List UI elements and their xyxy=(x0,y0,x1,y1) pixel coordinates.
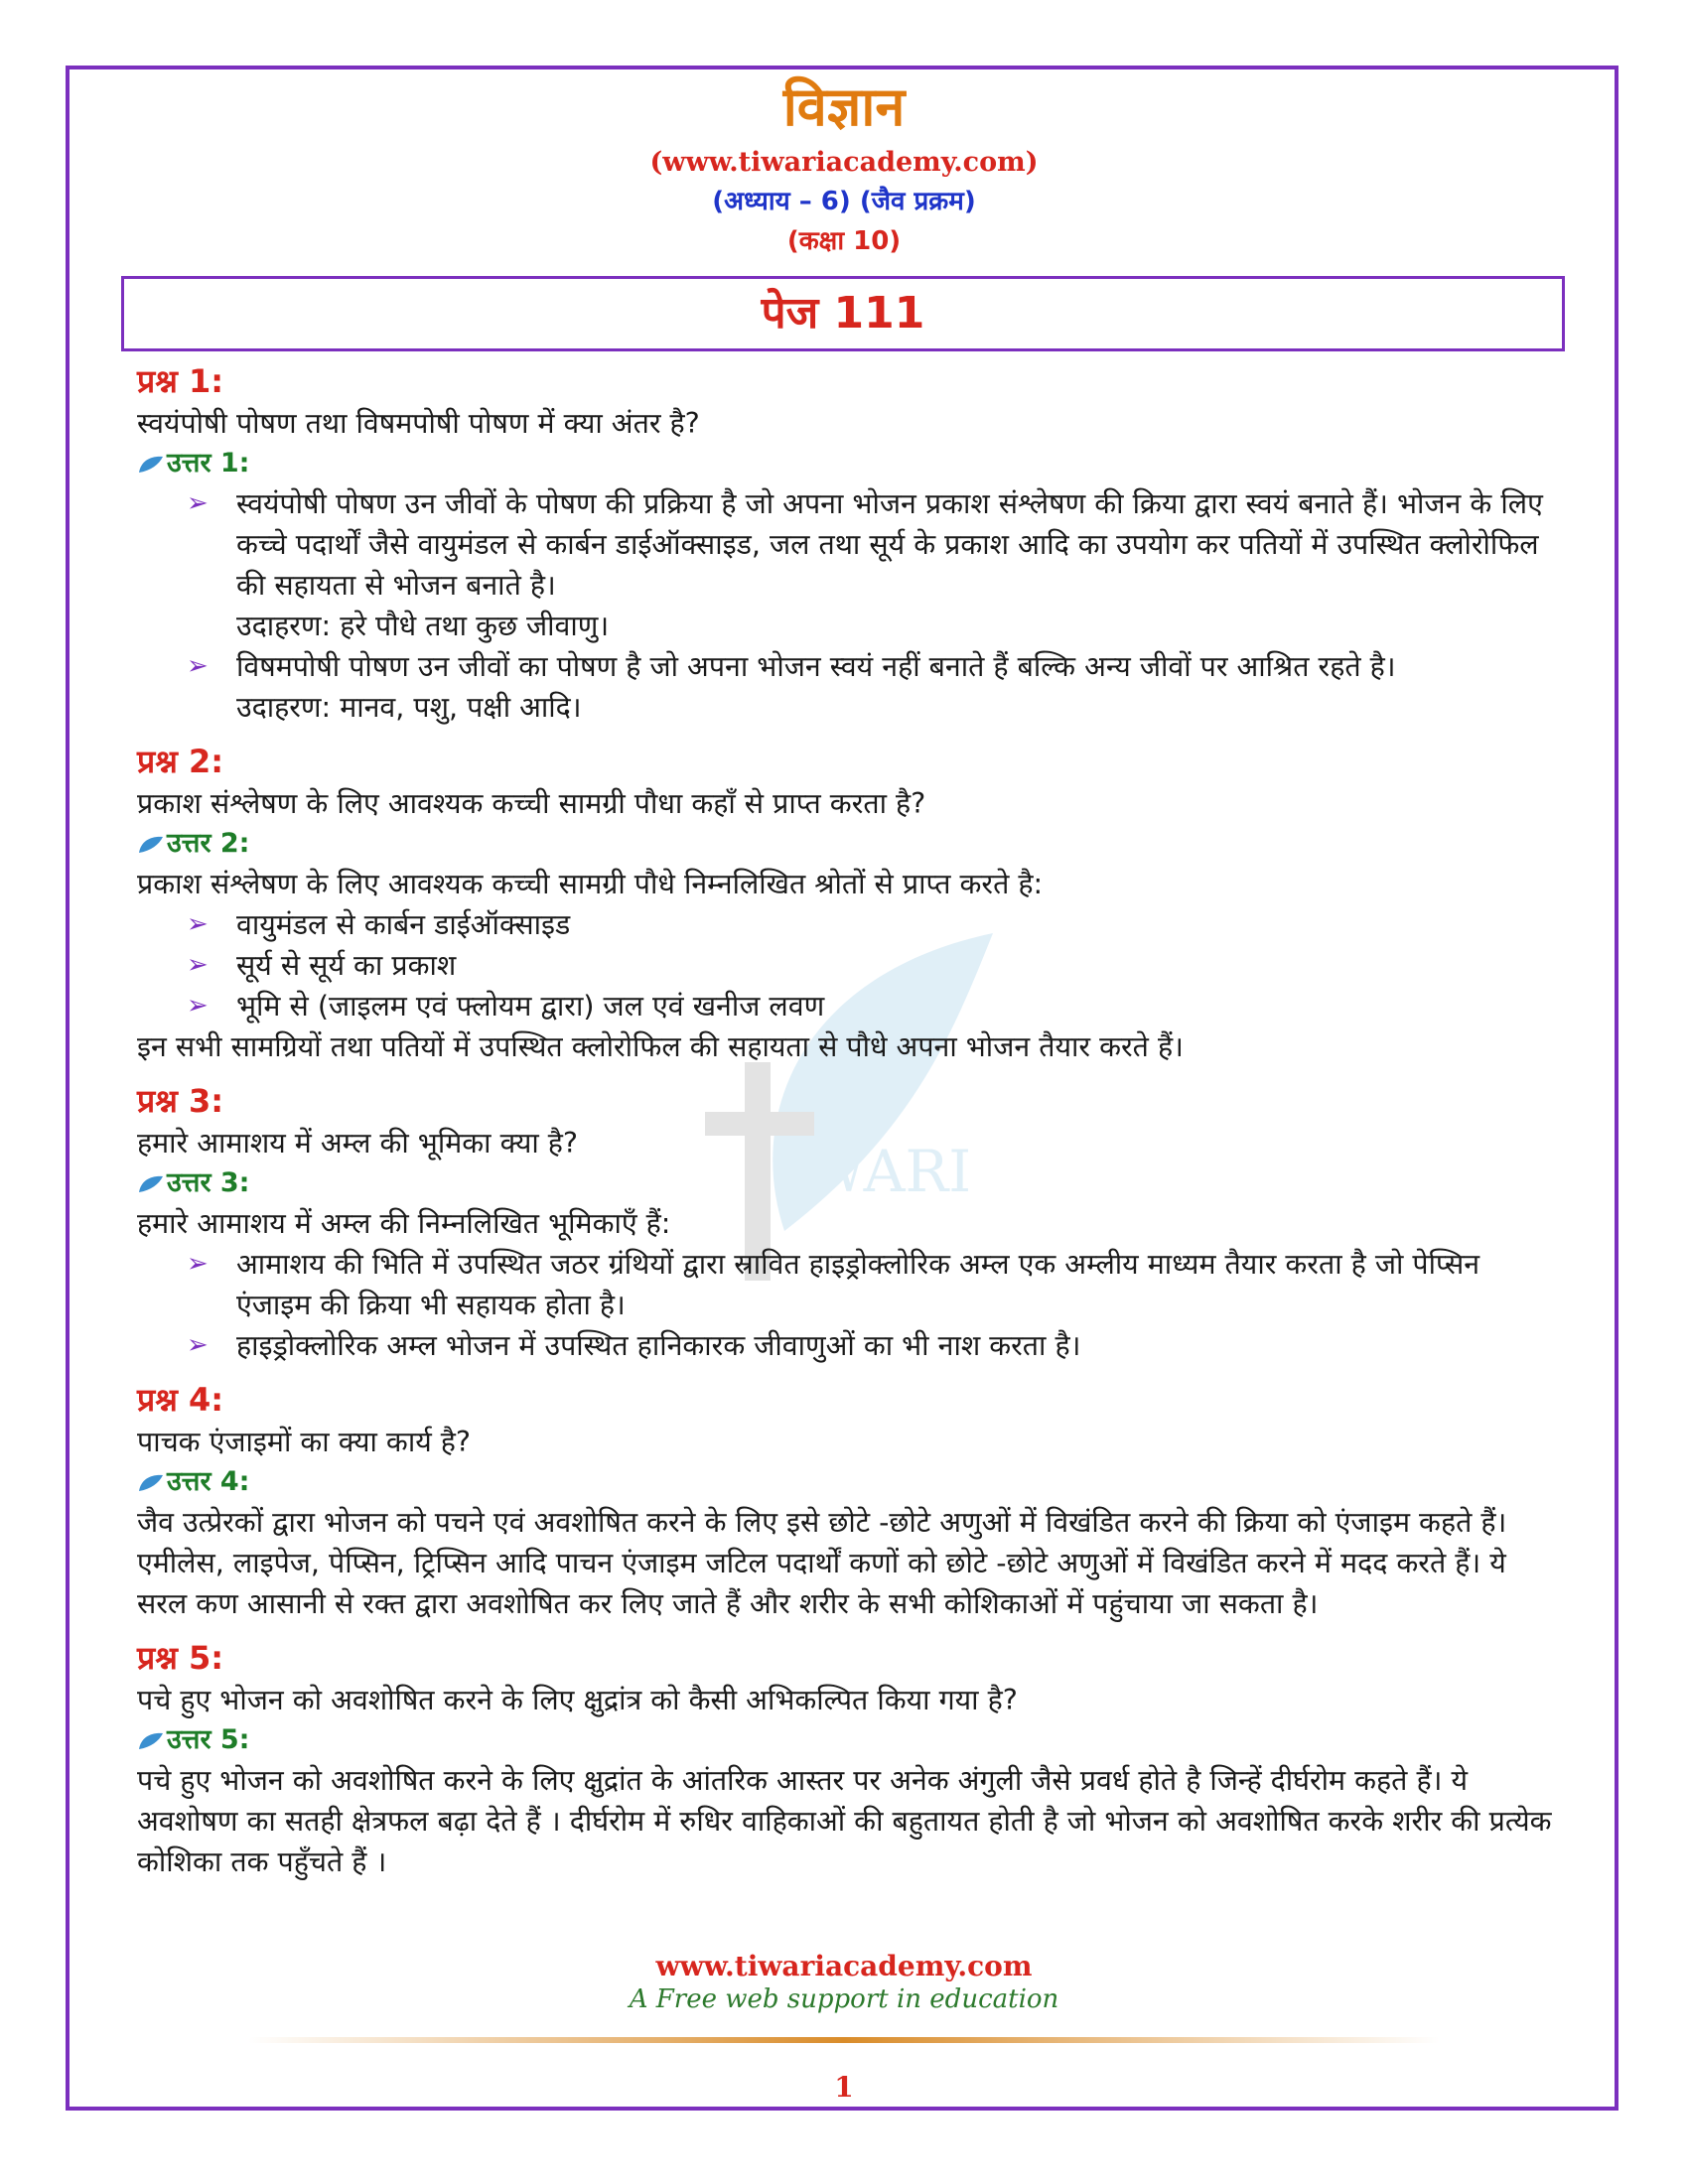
answer-text: पचे हुए भोजन को अवशोषित करने के लिए क्षुद्रांत के आंतरिक आस्तर पर अनेक अंगुली जैसे प्रवर्ध होते है जिन्हें दीर्घरोम कहते हैं। ये अवशोषण का सतही क्षेत्रफल बढ़ा देते हैं । दीर्घरोम में रुधिर वाहिकाओं की बहुतायत होती है जो भोजन को अवशोषित करके शरीर की प्रत्येक कोशिका तक पहुँचते हैं । xyxy=(137,1764,1552,1878)
answer-label: उत्तर 3: xyxy=(137,1163,1559,1203)
question-label: प्रश्न 5: xyxy=(137,1639,224,1677)
leaf-logo-icon xyxy=(137,835,165,855)
answer-label: उत्तर 5: xyxy=(137,1720,1559,1760)
question-label: प्रश्न 4: xyxy=(137,1381,224,1419)
answer-bullets xyxy=(137,904,1559,1026)
page-box-label: पेज 111 xyxy=(761,288,925,339)
answer-outro: इन सभी सामग्रियों तथा पतियों में उपस्थित क्लोरोफिल की सहायता से पौधे अपना भोजन तैयार करते हैं। xyxy=(137,1030,1184,1063)
answer-label: उत्तर 4: xyxy=(137,1462,1559,1502)
answer-intro: प्रकाश संश्लेषण के लिए आवश्यक कच्ची सामग्री पौधे निम्नलिखित श्रोतों से प्राप्त करते है: xyxy=(137,868,1044,900)
arrow-bullet-icon: ➢ xyxy=(187,950,209,980)
leaf-logo-icon xyxy=(137,1174,165,1194)
list-item: ➢ स्वयंपोषी पोषण उन जीवों के पोषण की प्रक्रिया है जो अपना भोजन प्रकाश संश्लेषण की क्रिया द्वारा स्वयं बनाते हैं। भोजन के लिए कच्चे पदार्थों जैसे वायुमंडल से कार्बन डाईऑक्साइड, जल तथा सूर्य के प्रकाश आदि का उपयोग कर पतियों में उपस्थित क्लोरोफिल की सहायता से भोजन बनाते है। उदाहरण: हरे पौधे तथा कुछ जीवाणु। xyxy=(187,483,1559,646)
footer-tagline: A Free web support in education xyxy=(629,1984,1059,2014)
class-info: (कक्षा 10) xyxy=(786,226,902,256)
arrow-bullet-icon: ➢ xyxy=(187,909,209,939)
arrow-bullet-icon: ➢ xyxy=(187,488,209,518)
answer-bullets xyxy=(137,1244,1559,1366)
answer-label: उत्तर 2: xyxy=(137,824,1559,864)
page-footer xyxy=(0,1950,1688,2014)
page-header xyxy=(0,75,1688,257)
list-item: ➢ हाइड्रोक्लोरिक अम्ल भोजन में उपस्थित हानिकारक जीवाणुओं का भी नाश करता है। xyxy=(187,1325,1559,1366)
example-text: उदाहरण: हरे पौधे तथा कुछ जीवाणु। xyxy=(236,610,610,642)
leaf-logo-icon xyxy=(137,455,165,475)
example-text: उदाहरण: मानव, पशु, पक्षी आदि। xyxy=(236,691,582,724)
list-item: ➢ वायुमंडल से कार्बन डाईऑक्साइड xyxy=(187,904,1559,945)
page-number-box xyxy=(121,276,1565,351)
page-number: 1 xyxy=(834,2071,854,2104)
list-item: ➢ भूमि से (जाइलम एवं फ्लोयम द्वारा) जल एवं खनीज लवण xyxy=(187,986,1559,1026)
question-label: प्रश्न 2: xyxy=(137,743,224,780)
leaf-logo-icon xyxy=(137,1473,165,1493)
website-link[interactable]: (www.tiwariacademy.com) xyxy=(649,147,1039,178)
arrow-bullet-icon: ➢ xyxy=(187,1249,209,1279)
list-item: ➢ सूर्य से सूर्य का प्रकाश xyxy=(187,945,1559,986)
footer-website-link[interactable]: www.tiwariacademy.com xyxy=(655,1950,1033,1982)
answer-text: जैव उत्प्रेरकों द्वारा भोजन को पचने एवं अवशोषित करने के लिए इसे छोटे -छोटे अणुओं में विखंडित करने की क्रिया को एंजाइम कहते हैं। एमीलेस, लाइपेज, पेप्सिन, ट्रिप्सिन आदि पाचन एंजाइम जटिल पदार्थों कणों को छोटे -छोटे अणुओं में विखंडित करने में मदद करते हैं। ये सरल कण आसानी से रक्त द्वारा अवशोषित कर लिए जाते हैं और शरीर के सभी कोशिकाओं में पहुंचाया जा सकता है। xyxy=(137,1506,1507,1620)
watermark-logo-lettering: IWARI xyxy=(784,1138,972,1205)
list-item: ➢ आमाशय की भिति में उपस्थित जठर ग्रंथियों द्वारा स्रावित हाइड्रोक्लोरिक अम्ल एक अम्लीय माध्यम तैयार करता है जो पेप्सिन एंजाइम की क्रिया भी सहायक होता है। xyxy=(187,1244,1559,1325)
question-text: पचे हुए भोजन को अवशोषित करने के लिए क्षुद्रांत्र को कैसी अभिकल्पित किया गया है? xyxy=(137,1684,1018,1716)
leaf-logo-icon xyxy=(137,1731,165,1751)
question-text: स्वयंपोषी पोषण तथा विषमपोषी पोषण में क्या अंतर है? xyxy=(137,407,700,440)
question-text: पाचक एंजाइमों का क्या कार्य है? xyxy=(137,1426,472,1458)
question-text: प्रकाश संश्लेषण के लिए आवश्यक कच्ची सामग्री पौधा कहाँ से प्राप्त करता है? xyxy=(137,787,926,820)
list-item: ➢ विषमपोषी पोषण उन जीवों का पोषण है जो अपना भोजन स्वयं नहीं बनाते हैं बल्कि अन्य जीवों पर आश्रित रहते है। उदाहरण: मानव, पशु, पक्षी आदि। xyxy=(187,646,1559,728)
question-label: प्रश्न 1: xyxy=(137,362,224,400)
arrow-bullet-icon: ➢ xyxy=(187,991,209,1021)
subject-title: विज्ञान xyxy=(782,75,906,138)
answer-bullets xyxy=(137,483,1559,728)
answer-intro: हमारे आमाशय में अम्ल की निम्नलिखित भूमिकाएँ हैं: xyxy=(137,1207,671,1240)
question-text: हमारे आमाशय में अम्ल की भूमिका क्या है? xyxy=(137,1127,579,1160)
chapter-info: (अध्याय – 6) (जैव प्रक्रम) xyxy=(712,187,976,216)
question-label: प्रश्न 3: xyxy=(137,1082,224,1120)
qa-content xyxy=(137,359,1559,1882)
answer-label: उत्तर 1: xyxy=(137,444,1559,483)
arrow-bullet-icon: ➢ xyxy=(187,1330,209,1360)
arrow-bullet-icon: ➢ xyxy=(187,651,209,681)
footer-divider xyxy=(248,2037,1440,2043)
